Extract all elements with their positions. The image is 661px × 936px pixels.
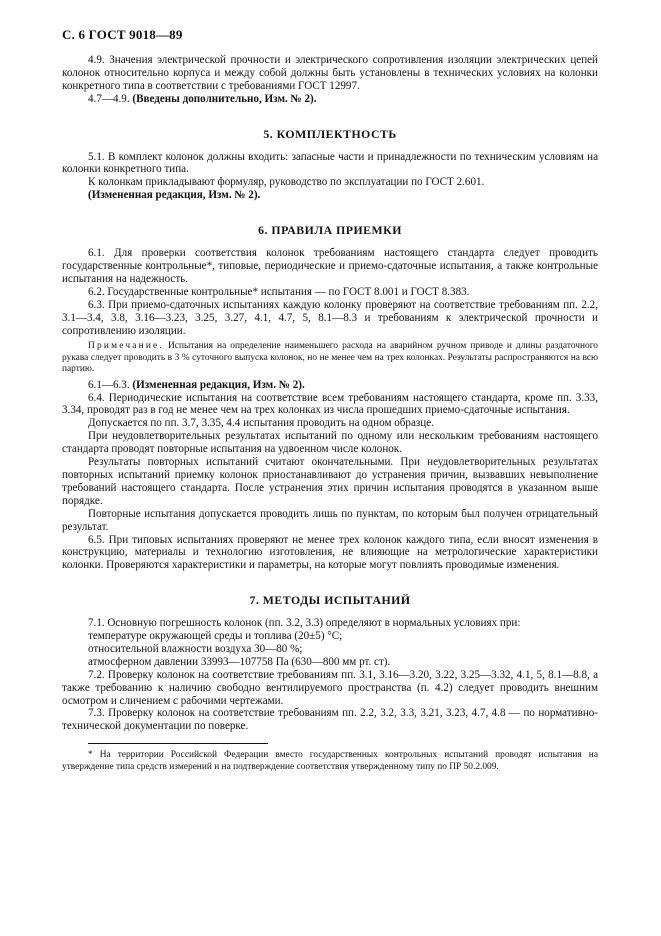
paragraph-7-3: 7.3. Проверку колонок на соответствие требованиям пп. 2.2, 3.2, 3.3, 3.21, 3.23, 4.7, 4.8 — по нормативно-технической документации по поверке. <box>62 707 598 733</box>
paragraph-4-7-4-9-edit <box>62 93 598 106</box>
edit-ref: 6.1—6.3. <box>88 378 130 391</box>
paragraph-7-2: 7.2. Проверку колонок на соответствие требованиям пп. 3.1, 3.16—3.20, 3.22, 3.25—3.32, 4.1, 5, 8.1—8.8, а также требованию к наличию свободно вентилируемого пространства (п. 4.2) следует проводить внешним осмотром и сличением с рабочими чертежами. <box>62 668 598 707</box>
paragraph-7-1-b: относительной влажности воздуха 30—80 %; <box>88 642 303 655</box>
section-7-title: 7. МЕТОДЫ ИСПЫТАНИЙ <box>249 593 411 608</box>
edit-ref: 4.7—4.9. <box>88 92 130 105</box>
paragraph-7-1: 7.1. Основную погрешность колонок (пп. 3.2, 3.3) определяют в нормальных условиях при: <box>88 617 521 630</box>
footnote-divider <box>88 743 268 744</box>
paragraph-4-9: 4.9. Значения электрической прочности и электрического сопротивления изоляции электрических цепей колонок относительно корпуса и между собой должны быть установлены в технических условиях на колонки конкретного типа в соответствии с требованиями ГОСТ 12997. <box>62 54 598 92</box>
paragraph-7-1-c: атмосферном давлении 33993—107758 Па (630—800 мм рт. ст). <box>88 655 391 668</box>
paragraph-6-4-e: Повторные испытания допускается проводить лишь по пунктам, по которым был получен отрицательный результат. <box>62 507 598 533</box>
paragraph-6-1-6-3-edit <box>62 379 598 392</box>
edit-note: (Измененная редакция, Изм. № 2). <box>132 378 305 391</box>
paragraph-6-4: 6.4. Периодические испытания на соответствие всем требованиям настоящего стандарта, кроме пп. 3.33, 3.34, проводят раз в год не менее чем на трех колонках из числа прошедших приемо-сдаточные испытания. <box>62 391 598 417</box>
paragraph-7-1-a: температуре окружающей среды и топлива (20±5) °С; <box>88 630 343 643</box>
paragraph-6-5: 6.5. При типовых испытаниях проверяют не менее трех колонок каждого типа, если вносят изменения в конструкцию, материалы и технологию изготовления, не влияющие на метрологические характеристики колонки. Проверяются характеристики и параметры, на которые могут повлиять проводимые изменения. <box>62 533 598 572</box>
note <box>62 341 598 375</box>
paragraph-6-4-d: Результаты повторных испытаний считают окончательными. При неудовлетворительных результатах повторных испытаний приемку колонок приостанавливают до устранения причин, вызвавших невыполнение требований настоящего стандарта. После устранения этих причин испытания проводятся в указанном выше порядке. <box>62 456 598 507</box>
edit-note: (Измененная редакция, Изм. № 2). <box>88 189 261 202</box>
paragraph-6-3: 6.3. При приемо-сдаточных испытаниях каждую колонку проверяют на соответствие требованиям пп. 2.2, 3.1—3.4, 3.8, 3.16—3.23, 3.25, 3.27, 4.1, 4.7, 5, 8.1—8.3 и требованиям к электрической прочности и сопротивлению изоляции. <box>62 298 598 337</box>
note-text: Испытания на определение наименьшего расхода на аварийном ручном приводе и длины раздаточного рукава следует проводить в 3 % суточного выпуска колонок, но не менее чем на трех колонках. Результаты распространяются на всю партию. <box>62 341 598 375</box>
paragraph-5-edit <box>62 189 598 202</box>
edit-note: (Введены дополнительно, Изм. № 2). <box>132 92 317 105</box>
paragraph-6-2: 6.2. Государственные контрольные* испытания — по ГОСТ 8.001 и ГОСТ 8.383. <box>88 285 470 298</box>
paragraph-6-4-c: При неудовлетворительных результатах испытаний по одному или нескольким требованиям настоящего стандарта проводят повторные испытания на удвоенном числе колонок. <box>62 430 598 456</box>
paragraph-6-1: 6.1. Для проверки соответствия колонок требованиям настоящего стандарта следует проводить государственные контрольные*, типовые, периодические и приемо-сдаточные испытания, а также контрольные испытания на надежность. <box>62 247 598 285</box>
paragraph-5-1: 5.1. В комплект колонок должны входить: запасные части и принадлежности по техническим условиям на колонки конкретного типа. <box>62 150 598 176</box>
section-6-title: 6. ПРАВИЛА ПРИЕМКИ <box>258 223 402 238</box>
paragraph-6-4-b: Допускается по пп. 3.7, 3.35, 4.4 испытания проводить на одном образце. <box>88 417 434 430</box>
document-body <box>62 54 598 773</box>
note-label: Примечание. <box>88 341 164 352</box>
footnote: * На территории Российской Федерации вместо государственных контрольных испытаний проводят испытания на утверждение типа средств измерений и на подтверждение соответствия утвержденному типу по ПР 50.2.009. <box>62 750 598 772</box>
paragraph-5-2: К колонкам прикладывают формуляр, руководство по эксплуатации по ГОСТ 2.601. <box>88 176 485 189</box>
page-header: С. 6 ГОСТ 9018—89 <box>62 27 183 42</box>
section-5-title: 5. КОМПЛЕКТНОСТЬ <box>263 126 397 141</box>
